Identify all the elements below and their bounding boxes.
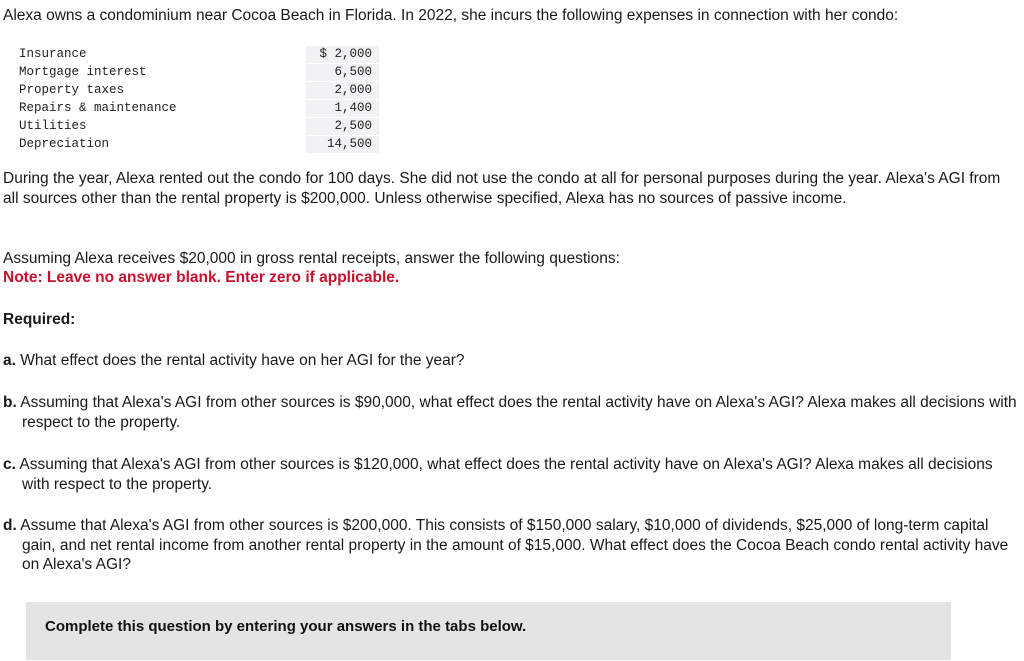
table-row (18, 82, 379, 100)
question-letter: b. (3, 394, 17, 411)
expense-table (18, 46, 379, 154)
rental-details-paragraph: During the year, Alexa rented out the condo for 100 days. She did not use the condo at all for personal purposes during the year. Alexa's AGI from all sources other than the rental property is $200,000. Unless otherwise specified, Alexa has no sources of passive income. (3, 170, 1001, 207)
question-text: What effect does the rental activity have on her AGI for the year? (20, 352, 465, 369)
question-letter: c. (3, 456, 16, 473)
expense-label: Depreciation (19, 137, 110, 151)
expense-label: Repairs & maintenance (19, 101, 177, 115)
table-row (18, 100, 379, 118)
required-heading: Required: (3, 311, 76, 328)
expense-label: Mortgage interest (19, 65, 147, 79)
table-row (18, 46, 379, 64)
question-a (3, 351, 1018, 371)
expense-label: Property taxes (19, 83, 125, 97)
note-text: Note: Leave no answer blank. Enter zero if applicable. (3, 269, 400, 286)
expense-label: Insurance (19, 47, 87, 62)
expense-amount: 6,500 (306, 64, 379, 82)
question-text: Assuming that Alexa's AGI from other sources is $90,000, what effect does the rental activity have on Alexa's AGI? Alexa makes all decisions with respect to the property. (20, 394, 1017, 431)
banner-text: Complete this question by entering your answers in the tabs below. (45, 618, 527, 635)
expense-amount: 2,000 (306, 82, 379, 100)
question-text: Assume that Alexa's AGI from other sources is $200,000. This consists of $150,000 salary, $10,000 of dividends, $25,000 of long-term capital gain, and net rental income from another rental property in the amount of $15,000. What effect does the Cocoa Beach condo rental activity have on Alexa's AGI? (20, 517, 1009, 573)
question-c (3, 455, 1018, 494)
question-letter: a. (3, 352, 16, 369)
instructions-banner (26, 602, 951, 660)
intro-paragraph: Alexa owns a condominium near Cocoa Beach in Florida. In 2022, she incurs the following expenses in connection with her condo: (3, 7, 899, 24)
question-d (3, 516, 1018, 575)
table-row (18, 118, 379, 136)
question-letter: d. (3, 517, 17, 534)
expense-amount: 2,500 (306, 118, 379, 136)
question-b (3, 393, 1018, 432)
expense-amount: 1,400 (306, 100, 379, 118)
table-row (18, 64, 379, 82)
assumption-text: Assuming Alexa receives $20,000 in gross rental receipts, answer the following questions: (3, 250, 620, 267)
question-text: Assuming that Alexa's AGI from other sources is $120,000, what effect does the rental activity have on Alexa's AGI? Alexa makes all decisions with respect to the property. (19, 456, 993, 493)
expense-amount: $ 2,000 (306, 46, 379, 64)
table-row (18, 136, 379, 154)
expense-label: Utilities (19, 119, 87, 133)
expense-amount: 14,500 (306, 136, 379, 154)
